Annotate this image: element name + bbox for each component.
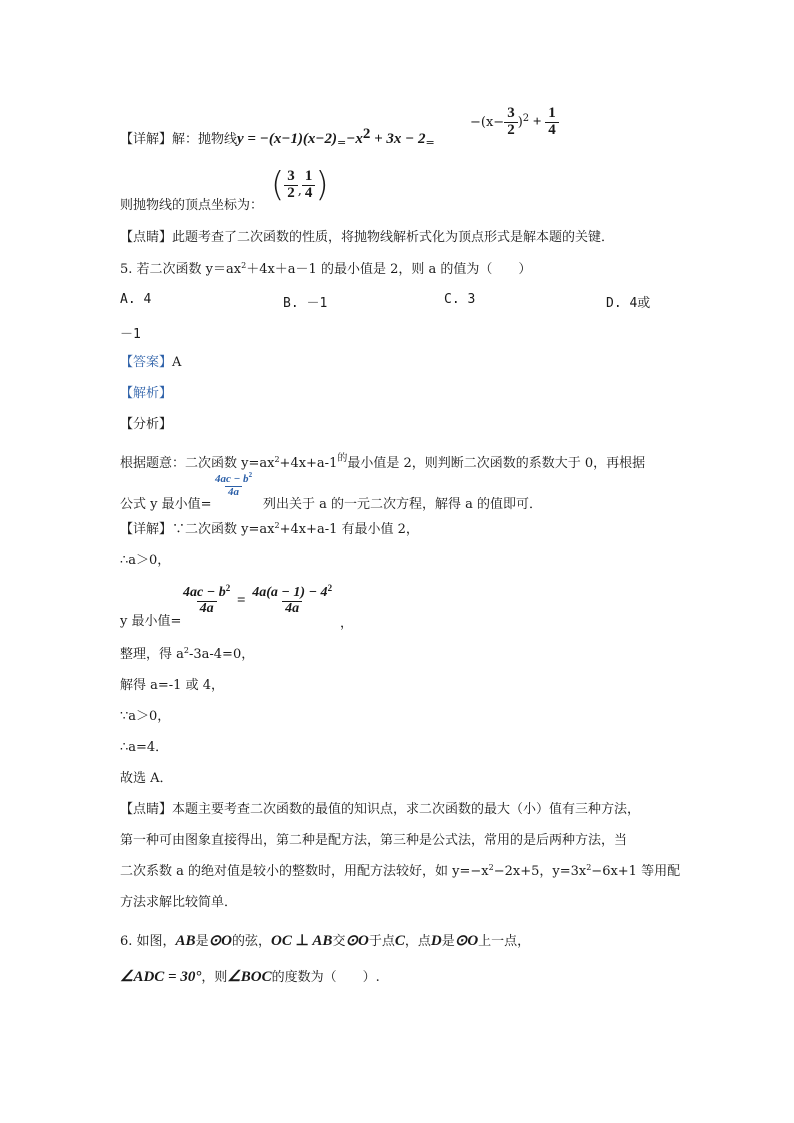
fraction-1-4: $\frac{1}{4}$ [545,106,559,139]
remark2-line-2: 第一种可由图象直接得出，第二种是配方法，第三种是公式法，常用的是后两种方法，当 [120,833,628,848]
detail-formula-comma: ， [340,616,354,631]
fenxi-line-2: 公式 y 最小值= [120,497,212,512]
vertex-form-expression: −(x− $\frac{3}{2}$ )$^2$ + $\frac{1}{4}$ [470,106,559,139]
formula-fraction-blue: $\frac{4ac - b^2}{4a}$ [215,471,253,498]
answer-line [120,354,181,372]
answer-label: 【答案】 [120,355,173,370]
fenxi-label: 【分析】 [120,417,173,432]
remark2-label: 【点睛】 [120,802,173,817]
detail-line-4: 整理，得 $a^2-3a-4=0$， [120,646,255,662]
remark2-line-1: 【点睛】本题主要考查二次函数的最值的知识点，求二次函数的最大（小）值有三种方法， [120,802,641,817]
detail-label: 【详解】 [120,132,173,147]
option-c: C. 3 [444,292,476,307]
expr-eq-small-2: = [425,136,435,149]
option-d-continued: －1 [120,327,141,342]
option-b: B. －1 [283,296,328,311]
detail-label-2: 【详解】 [120,522,173,537]
remark2-line-3: 二次系数 a 的绝对值是较小的整数时，用配方法较好，如 $y=-x^2-2x+5$，$y=3x^2-6x+1$ 等用配 [120,863,681,879]
detail-line-2: ∴a＞0， [120,553,171,568]
option-a: A. 4 [120,292,152,307]
expr-eq-small: = [337,136,347,149]
detail-line-7: ∴a=4． [120,740,169,755]
fraction-3-2-vertex: $\frac{3}{2}$ [284,169,298,202]
detail-parabola-line: 【详解】解：抛物线$y = -(x-1)(x-2)_=-x^2 + 3x - 2_=$ [120,126,435,149]
analysis-label: 【解析】 [120,386,173,401]
remark-label: 【点睛】 [120,230,173,245]
vertex-text: 则抛物线的顶点坐标为： [120,198,264,213]
remark-text: 此题考查了二次函数的性质，将抛物线解析式化为顶点形式是解本题的关键． [172,230,615,245]
expr-factor: −(x−1)(x−2) [259,131,338,147]
fraction-3-2: $\frac{3}{2}$ [504,106,518,139]
detail-text: 解：抛物线 [172,132,238,147]
detail-line-5: 解得 a=-1 或 4， [120,678,224,693]
detail-line-1: 【详解】∵二次函数 $y=ax^2+4x+a-1$ 有最小值 2， [120,521,419,537]
fenxi-line-1: 根据题意：二次函数 $y=ax^2+4x+a-1^的$最小值是 2，则判断二次函数的系数大于 0，再根据 [120,453,646,471]
expr-expanded-rest: + 3x − 2 [370,131,426,147]
detail-line-3: y 最小值= [120,614,182,629]
detail-formula: $\frac{4ac - b^2}{4a}$ = $\frac{4a(a - 1) - 4^2}{4a}$ [180,586,335,616]
fenxi-line-2-rest: 列出关于 a 的一元二次方程，解得 a 的值即可． [263,497,543,512]
fraction-1-4-vertex: $\frac{1}{4}$ [302,169,316,202]
vertex-coordinate-expression: ( $\frac{3}{2}$ , $\frac{1}{4}$ ) [271,165,329,205]
option-d: D. 4或 [606,296,651,311]
expr-eq: = [243,131,260,147]
vertex-coordinate-line [120,197,263,215]
question-6-line-1: 6. 如图，AB是⊙O的弦，OC ⊥ AB交⊙O于点C，点D是⊙O上一点， [120,933,531,949]
question-5-stem: 5. 若二次函数 $y=ax^2+4x+a-1$ 的最小值是 2，则 a 的值为（ ） [120,261,532,277]
detail-line-6: ∵a＞0， [120,709,171,724]
formula-fraction-1: $\frac{4ac - b^2}{4a}$ [183,583,231,616]
question-6-line-2: ∠ADC = 30°，则∠BOC的度数为（ ）. [120,969,380,985]
expr-y: y [237,131,244,147]
remark2-line-4: 方法求解比较简单． [120,895,238,910]
answer-value: A [172,355,182,370]
expr-expanded: −x [346,131,363,147]
remark-line [120,229,614,247]
detail-line-8: 故选 A． [120,771,173,786]
formula-fraction-2: $\frac{4a(a - 1) - 4^2}{4a}$ [252,583,333,616]
